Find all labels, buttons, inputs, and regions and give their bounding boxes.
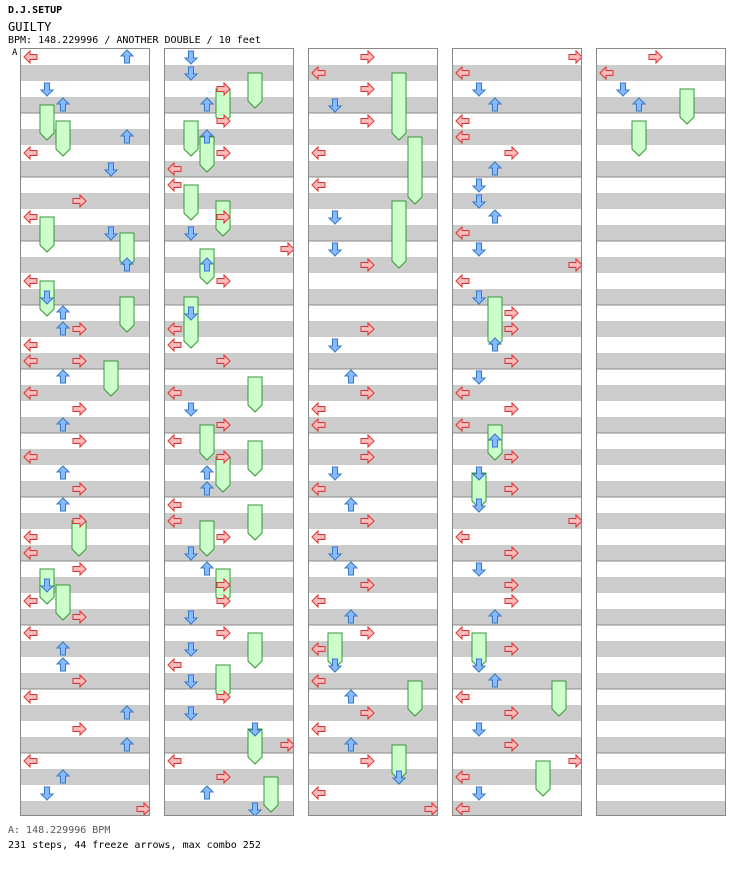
beat-stripe xyxy=(453,129,582,145)
beat-stripe xyxy=(165,705,294,721)
beat-stripe xyxy=(165,65,294,81)
beat-stripe xyxy=(597,609,726,625)
chart-column-4 xyxy=(452,48,582,816)
beat-stripe xyxy=(453,193,582,209)
step-arrow-up xyxy=(57,466,69,479)
freeze-arrow xyxy=(72,521,86,556)
freeze-arrow xyxy=(184,121,198,156)
step-arrow-up xyxy=(201,562,213,575)
freeze-arrow xyxy=(632,121,646,156)
freeze-arrow xyxy=(216,457,230,492)
step-stats: 231 steps, 44 freeze arrows, max combo 252 xyxy=(8,840,261,851)
freeze-arrow xyxy=(40,217,54,252)
step-arrow-down xyxy=(473,723,485,736)
beat-stripe xyxy=(21,161,150,177)
chart-column-4-svg xyxy=(453,49,582,816)
step-arrow-down xyxy=(329,243,341,256)
step-arrow-left xyxy=(24,275,37,287)
step-arrow-down xyxy=(41,83,53,96)
beat-stripe xyxy=(597,385,726,401)
bpm-marker: A xyxy=(12,48,18,58)
step-arrow-right xyxy=(73,403,86,415)
beat-stripe xyxy=(597,97,726,113)
step-arrow-right xyxy=(361,83,374,95)
freeze-arrow xyxy=(392,73,406,140)
step-arrow-up xyxy=(121,50,133,63)
beat-stripe xyxy=(21,641,150,657)
beat-stripe xyxy=(453,417,582,433)
step-arrow-left xyxy=(312,787,325,799)
beat-stripe xyxy=(453,97,582,113)
step-arrow-right xyxy=(505,307,518,319)
step-arrow-left xyxy=(456,627,469,639)
step-arrow-right xyxy=(217,627,230,639)
beat-stripe xyxy=(453,289,582,305)
step-arrow-left xyxy=(312,723,325,735)
step-arrow-down xyxy=(473,83,485,96)
step-arrow-left xyxy=(168,435,181,447)
beat-stripe xyxy=(165,737,294,753)
step-arrow-down xyxy=(185,403,197,416)
step-arrow-down xyxy=(473,371,485,384)
step-arrow-left xyxy=(456,531,469,543)
beat-stripe xyxy=(165,641,294,657)
step-arrow-up xyxy=(345,498,357,511)
beat-stripe xyxy=(597,449,726,465)
step-arrow-down xyxy=(473,563,485,576)
beat-stripe xyxy=(453,161,582,177)
step-arrow-right xyxy=(217,275,230,287)
step-arrow-left xyxy=(24,211,37,223)
step-arrow-right xyxy=(505,147,518,159)
beat-stripe xyxy=(309,225,438,241)
beat-stripe xyxy=(597,257,726,273)
song-title: GUILTY xyxy=(8,20,52,34)
freeze-arrow xyxy=(248,505,262,540)
beat-stripe xyxy=(21,385,150,401)
freeze-arrow xyxy=(120,297,134,332)
step-arrow-left xyxy=(312,179,325,191)
beat-stripe xyxy=(597,225,726,241)
beat-stripe xyxy=(21,65,150,81)
step-arrow-left xyxy=(312,595,325,607)
beat-stripe xyxy=(453,513,582,529)
beat-stripe xyxy=(21,737,150,753)
step-arrow-right xyxy=(217,147,230,159)
beat-stripe xyxy=(309,545,438,561)
chart-column-5 xyxy=(596,48,726,816)
freeze-arrow xyxy=(104,361,118,396)
step-arrow-left xyxy=(168,755,181,767)
step-arrow-left xyxy=(456,115,469,127)
step-arrow-up xyxy=(345,562,357,575)
beat-stripe xyxy=(453,385,582,401)
freeze-arrow xyxy=(408,681,422,716)
step-arrow-right xyxy=(361,627,374,639)
beat-stripe xyxy=(597,737,726,753)
beat-stripe xyxy=(597,577,726,593)
step-arrow-up xyxy=(57,306,69,319)
step-arrow-up xyxy=(57,370,69,383)
freeze-arrow xyxy=(248,377,262,412)
step-arrow-right xyxy=(361,755,374,767)
step-arrow-right xyxy=(505,595,518,607)
beat-stripe xyxy=(453,609,582,625)
beat-stripe xyxy=(309,289,438,305)
step-arrow-left xyxy=(456,275,469,287)
beat-stripe xyxy=(597,193,726,209)
freeze-arrow xyxy=(264,777,278,812)
step-arrow-right xyxy=(361,435,374,447)
step-arrow-right xyxy=(569,51,582,63)
beat-stripe xyxy=(453,769,582,785)
beat-stripe xyxy=(597,545,726,561)
step-arrow-right xyxy=(73,723,86,735)
step-arrow-down xyxy=(617,83,629,96)
freeze-arrow xyxy=(248,73,262,108)
step-arrow-right xyxy=(73,435,86,447)
beat-stripe xyxy=(453,801,582,816)
beat-stripe xyxy=(597,65,726,81)
beat-stripe xyxy=(597,129,726,145)
freeze-arrow xyxy=(408,137,422,204)
freeze-arrow xyxy=(56,121,70,156)
freeze-arrow xyxy=(200,425,214,460)
beat-stripe xyxy=(597,481,726,497)
beat-stripe xyxy=(165,161,294,177)
beat-stripe xyxy=(597,289,726,305)
beat-stripe xyxy=(165,385,294,401)
step-arrow-left xyxy=(24,691,37,703)
freeze-arrow xyxy=(536,761,550,796)
step-arrow-up xyxy=(489,210,501,223)
step-arrow-left xyxy=(312,403,325,415)
freeze-arrow xyxy=(248,441,262,476)
step-arrow-left xyxy=(24,51,37,63)
step-arrow-left xyxy=(312,147,325,159)
step-arrow-down xyxy=(185,51,197,64)
freeze-arrow xyxy=(552,681,566,716)
beat-stripe xyxy=(309,97,438,113)
beat-stripe xyxy=(165,609,294,625)
step-arrow-right xyxy=(217,531,230,543)
step-arrow-left xyxy=(24,595,37,607)
step-arrow-left xyxy=(168,659,181,671)
beat-stripe xyxy=(453,257,582,273)
beat-stripe xyxy=(597,321,726,337)
beat-stripe xyxy=(165,513,294,529)
artist-name: D.J.SETUP xyxy=(8,5,63,16)
beat-stripe xyxy=(309,353,438,369)
beat-stripe xyxy=(453,225,582,241)
beat-stripe xyxy=(597,641,726,657)
beat-stripe xyxy=(309,769,438,785)
step-arrow-left xyxy=(24,531,37,543)
freeze-arrow xyxy=(392,201,406,268)
step-arrow-left xyxy=(168,339,181,351)
freeze-arrow xyxy=(56,585,70,620)
step-arrow-right xyxy=(569,755,582,767)
chart-column-2-svg xyxy=(165,49,294,816)
step-arrow-left xyxy=(24,755,37,767)
beat-stripe xyxy=(309,65,438,81)
step-arrow-up xyxy=(345,690,357,703)
beat-stripe xyxy=(309,801,438,816)
step-arrow-left xyxy=(168,179,181,191)
chart-column-5-svg xyxy=(597,49,726,816)
chart-column-1-svg xyxy=(21,49,150,816)
step-arrow-right xyxy=(361,115,374,127)
beat-stripe xyxy=(165,257,294,273)
beat-stripe xyxy=(309,481,438,497)
step-arrow-right xyxy=(281,243,294,255)
beat-stripe xyxy=(165,545,294,561)
chart-column-2 xyxy=(164,48,294,816)
freeze-arrow xyxy=(248,633,262,668)
step-arrow-left xyxy=(24,627,37,639)
beat-stripe xyxy=(597,417,726,433)
step-arrow-down xyxy=(41,787,53,800)
beat-stripe xyxy=(597,673,726,689)
beat-stripe xyxy=(309,737,438,753)
step-arrow-down xyxy=(329,211,341,224)
chart-column-1 xyxy=(20,48,150,816)
beat-stripe xyxy=(597,161,726,177)
step-arrow-right xyxy=(505,403,518,415)
step-arrow-down xyxy=(473,787,485,800)
step-arrow-down xyxy=(329,339,341,352)
step-arrow-up xyxy=(345,370,357,383)
chart-column-3-svg xyxy=(309,49,438,816)
step-arrow-left xyxy=(24,339,37,351)
step-arrow-down xyxy=(473,243,485,256)
beat-stripe xyxy=(597,769,726,785)
beat-stripe xyxy=(597,353,726,369)
beat-stripe xyxy=(453,65,582,81)
beat-stripe xyxy=(309,417,438,433)
beat-stripe xyxy=(597,705,726,721)
step-arrow-right xyxy=(361,51,374,63)
beat-stripe xyxy=(597,801,726,816)
step-arrow-up xyxy=(57,658,69,671)
step-arrow-up xyxy=(57,498,69,511)
step-arrow-up xyxy=(201,466,213,479)
step-arrow-left xyxy=(168,499,181,511)
beat-stripe xyxy=(309,609,438,625)
beat-stripe xyxy=(21,449,150,465)
step-arrow-down xyxy=(329,467,341,480)
step-arrow-up xyxy=(201,786,213,799)
beat-stripe xyxy=(21,705,150,721)
freeze-arrow xyxy=(184,297,198,348)
chart-info: BPM: 148.229996 / ANOTHER DOUBLE / 10 feet xyxy=(8,35,261,46)
beat-stripe xyxy=(597,513,726,529)
freeze-arrow xyxy=(680,89,694,124)
step-arrow-down xyxy=(473,179,485,192)
freeze-arrow xyxy=(200,521,214,556)
step-arrow-right xyxy=(649,51,662,63)
step-arrow-left xyxy=(24,147,37,159)
beat-stripe xyxy=(21,417,150,433)
beat-stripe xyxy=(21,801,150,816)
bpm-summary: A: 148.229996 BPM xyxy=(8,825,111,836)
chart-column-3 xyxy=(308,48,438,816)
step-arrow-right xyxy=(73,563,86,575)
beat-stripe xyxy=(21,769,150,785)
freeze-arrow xyxy=(40,105,54,140)
step-arrow-left xyxy=(312,531,325,543)
freeze-arrow xyxy=(184,185,198,220)
step-arrow-left xyxy=(456,691,469,703)
